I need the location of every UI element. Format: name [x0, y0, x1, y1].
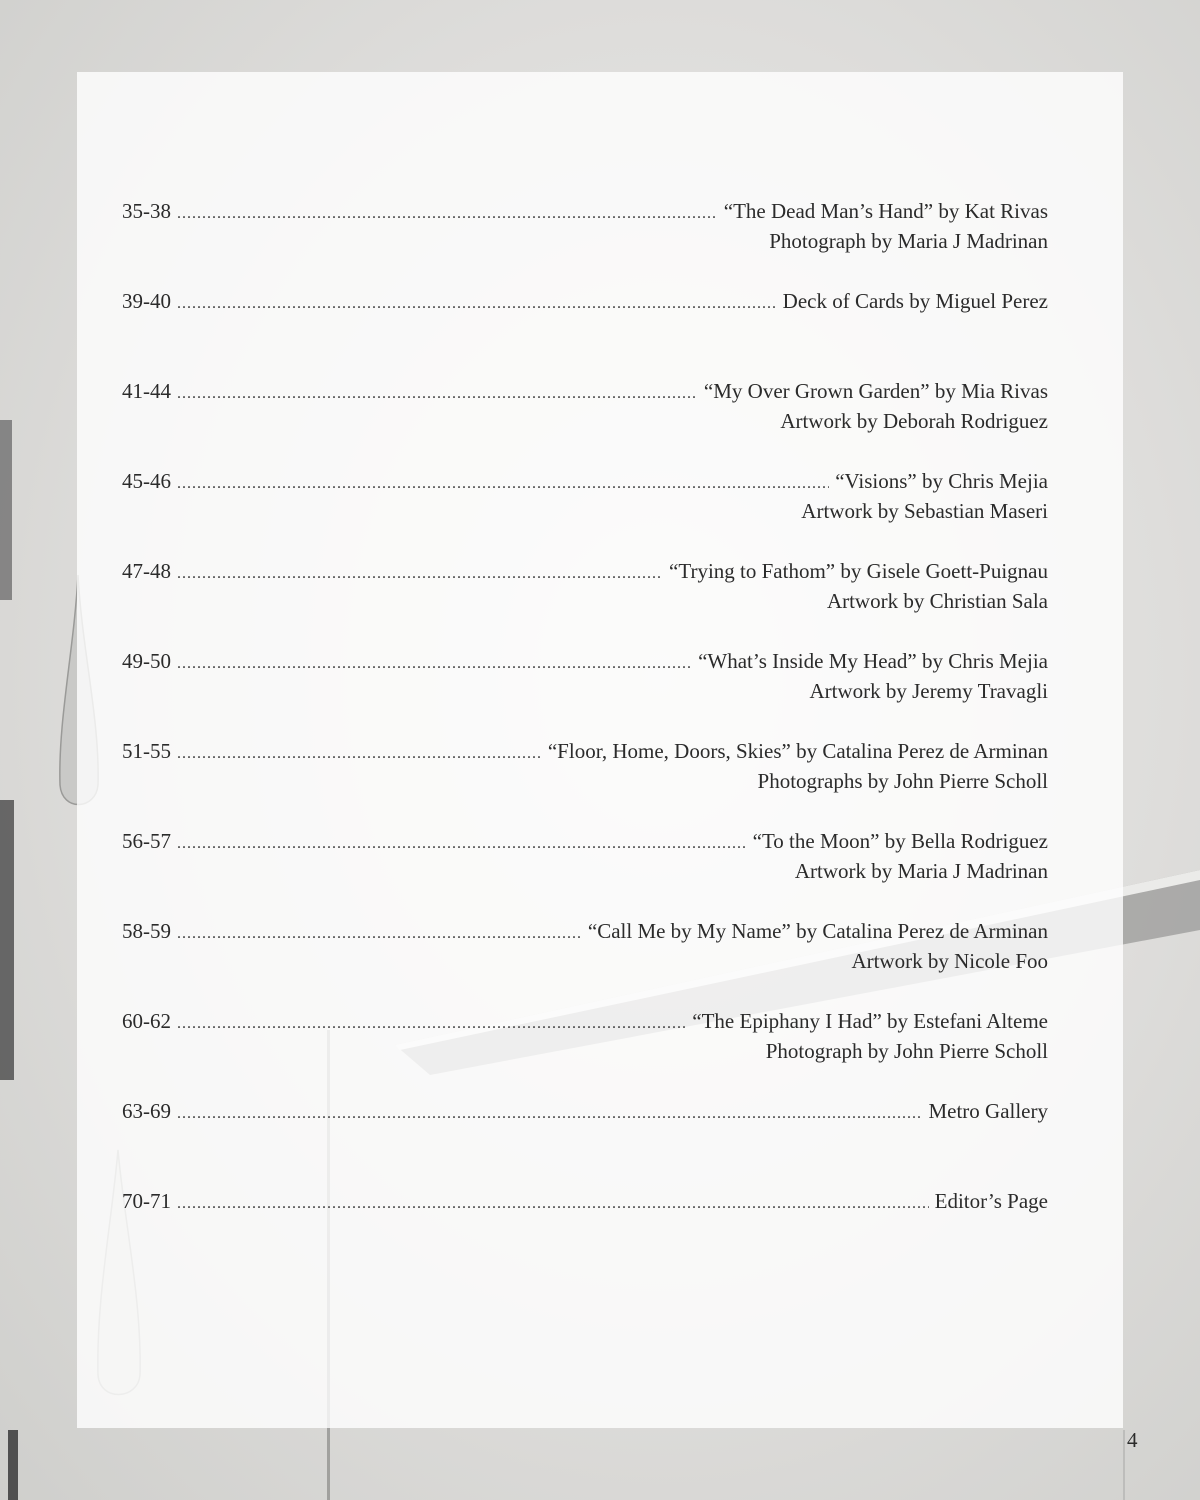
toc-dot-leader: [177, 646, 692, 676]
toc-credit: Artwork by Christian Sala: [826, 589, 1048, 613]
toc-title: Deck of Cards by Miguel Perez: [782, 289, 1048, 313]
toc-title: “The Dead Man’s Hand” by Kat Rivas: [723, 199, 1048, 223]
toc-credit: Photograph by John Pierre Scholl: [765, 1039, 1048, 1063]
toc-credit: Artwork by Maria J Madrinan: [794, 859, 1048, 883]
toc-dot-leader: [177, 1096, 922, 1126]
toc-page-range: 41-44: [122, 379, 171, 403]
toc-title: Editor’s Page: [934, 1189, 1048, 1213]
toc-entry[interactable]: [122, 1096, 1048, 1126]
toc-entry[interactable]: [122, 916, 1048, 976]
toc-dot-leader: [177, 736, 542, 766]
toc-dot-leader: [177, 556, 663, 586]
toc-title: “Trying to Fathom” by Gisele Goett-Puignau: [669, 559, 1048, 583]
toc-entry[interactable]: [122, 736, 1048, 796]
toc-title: “The Epiphany I Had” by Estefani Alteme: [692, 1009, 1048, 1033]
toc-page-range: 58-59: [122, 919, 171, 943]
toc-page-range: 49-50: [122, 649, 171, 673]
toc-title: Metro Gallery: [928, 1099, 1048, 1123]
toc-entry[interactable]: [122, 376, 1048, 436]
toc-dot-leader: [177, 1186, 929, 1216]
toc-entry[interactable]: [122, 1186, 1048, 1216]
toc-title: “To the Moon” by Bella Rodriguez: [752, 829, 1048, 853]
toc-dot-leader: [177, 196, 718, 226]
toc-page-range: 35-38: [122, 199, 171, 223]
toc-page-range: 39-40: [122, 289, 171, 313]
toc-dot-leader: [177, 376, 698, 406]
toc-entry[interactable]: [122, 196, 1048, 256]
toc-credit: Artwork by Deborah Rodriguez: [780, 409, 1048, 433]
toc-page-range: 60-62: [122, 1009, 171, 1033]
toc-entry[interactable]: [122, 1006, 1048, 1066]
toc-credit: Photograph by Maria J Madrinan: [769, 229, 1048, 253]
toc-dot-leader: [177, 1006, 686, 1036]
toc-page-range: 63-69: [122, 1099, 171, 1123]
toc-title: “Call Me by My Name” by Catalina Perez de Arminan: [587, 919, 1048, 943]
toc-dot-leader: [177, 916, 582, 946]
toc-entry[interactable]: [122, 826, 1048, 886]
toc-page-range: 70-71: [122, 1189, 171, 1213]
toc-entry[interactable]: [122, 286, 1048, 316]
toc-title: “What’s Inside My Head” by Chris Mejia: [698, 649, 1048, 673]
toc-credit: Artwork by Sebastian Maseri: [801, 499, 1048, 523]
toc-dot-leader: [177, 466, 829, 496]
page-number: 4: [1127, 1428, 1138, 1452]
toc-title: “Visions” by Chris Mejia: [835, 469, 1048, 493]
toc-title: “Floor, Home, Doors, Skies” by Catalina Perez de Arminan: [547, 739, 1048, 763]
toc-dot-leader: [177, 286, 777, 316]
toc-dot-leader: [177, 826, 747, 856]
toc-page-range: 51-55: [122, 739, 171, 763]
toc-page-range: 45-46: [122, 469, 171, 493]
toc-page-range: 56-57: [122, 829, 171, 853]
toc-credit: Artwork by Jeremy Travagli: [809, 679, 1048, 703]
toc-credit: Artwork by Nicole Foo: [851, 949, 1048, 973]
toc-title: “My Over Grown Garden” by Mia Rivas: [703, 379, 1048, 403]
toc-entry[interactable]: [122, 466, 1048, 526]
toc-credit: Photographs by John Pierre Scholl: [757, 769, 1048, 793]
toc-page-range: 47-48: [122, 559, 171, 583]
toc-entry[interactable]: [122, 646, 1048, 706]
toc-entry[interactable]: [122, 556, 1048, 616]
